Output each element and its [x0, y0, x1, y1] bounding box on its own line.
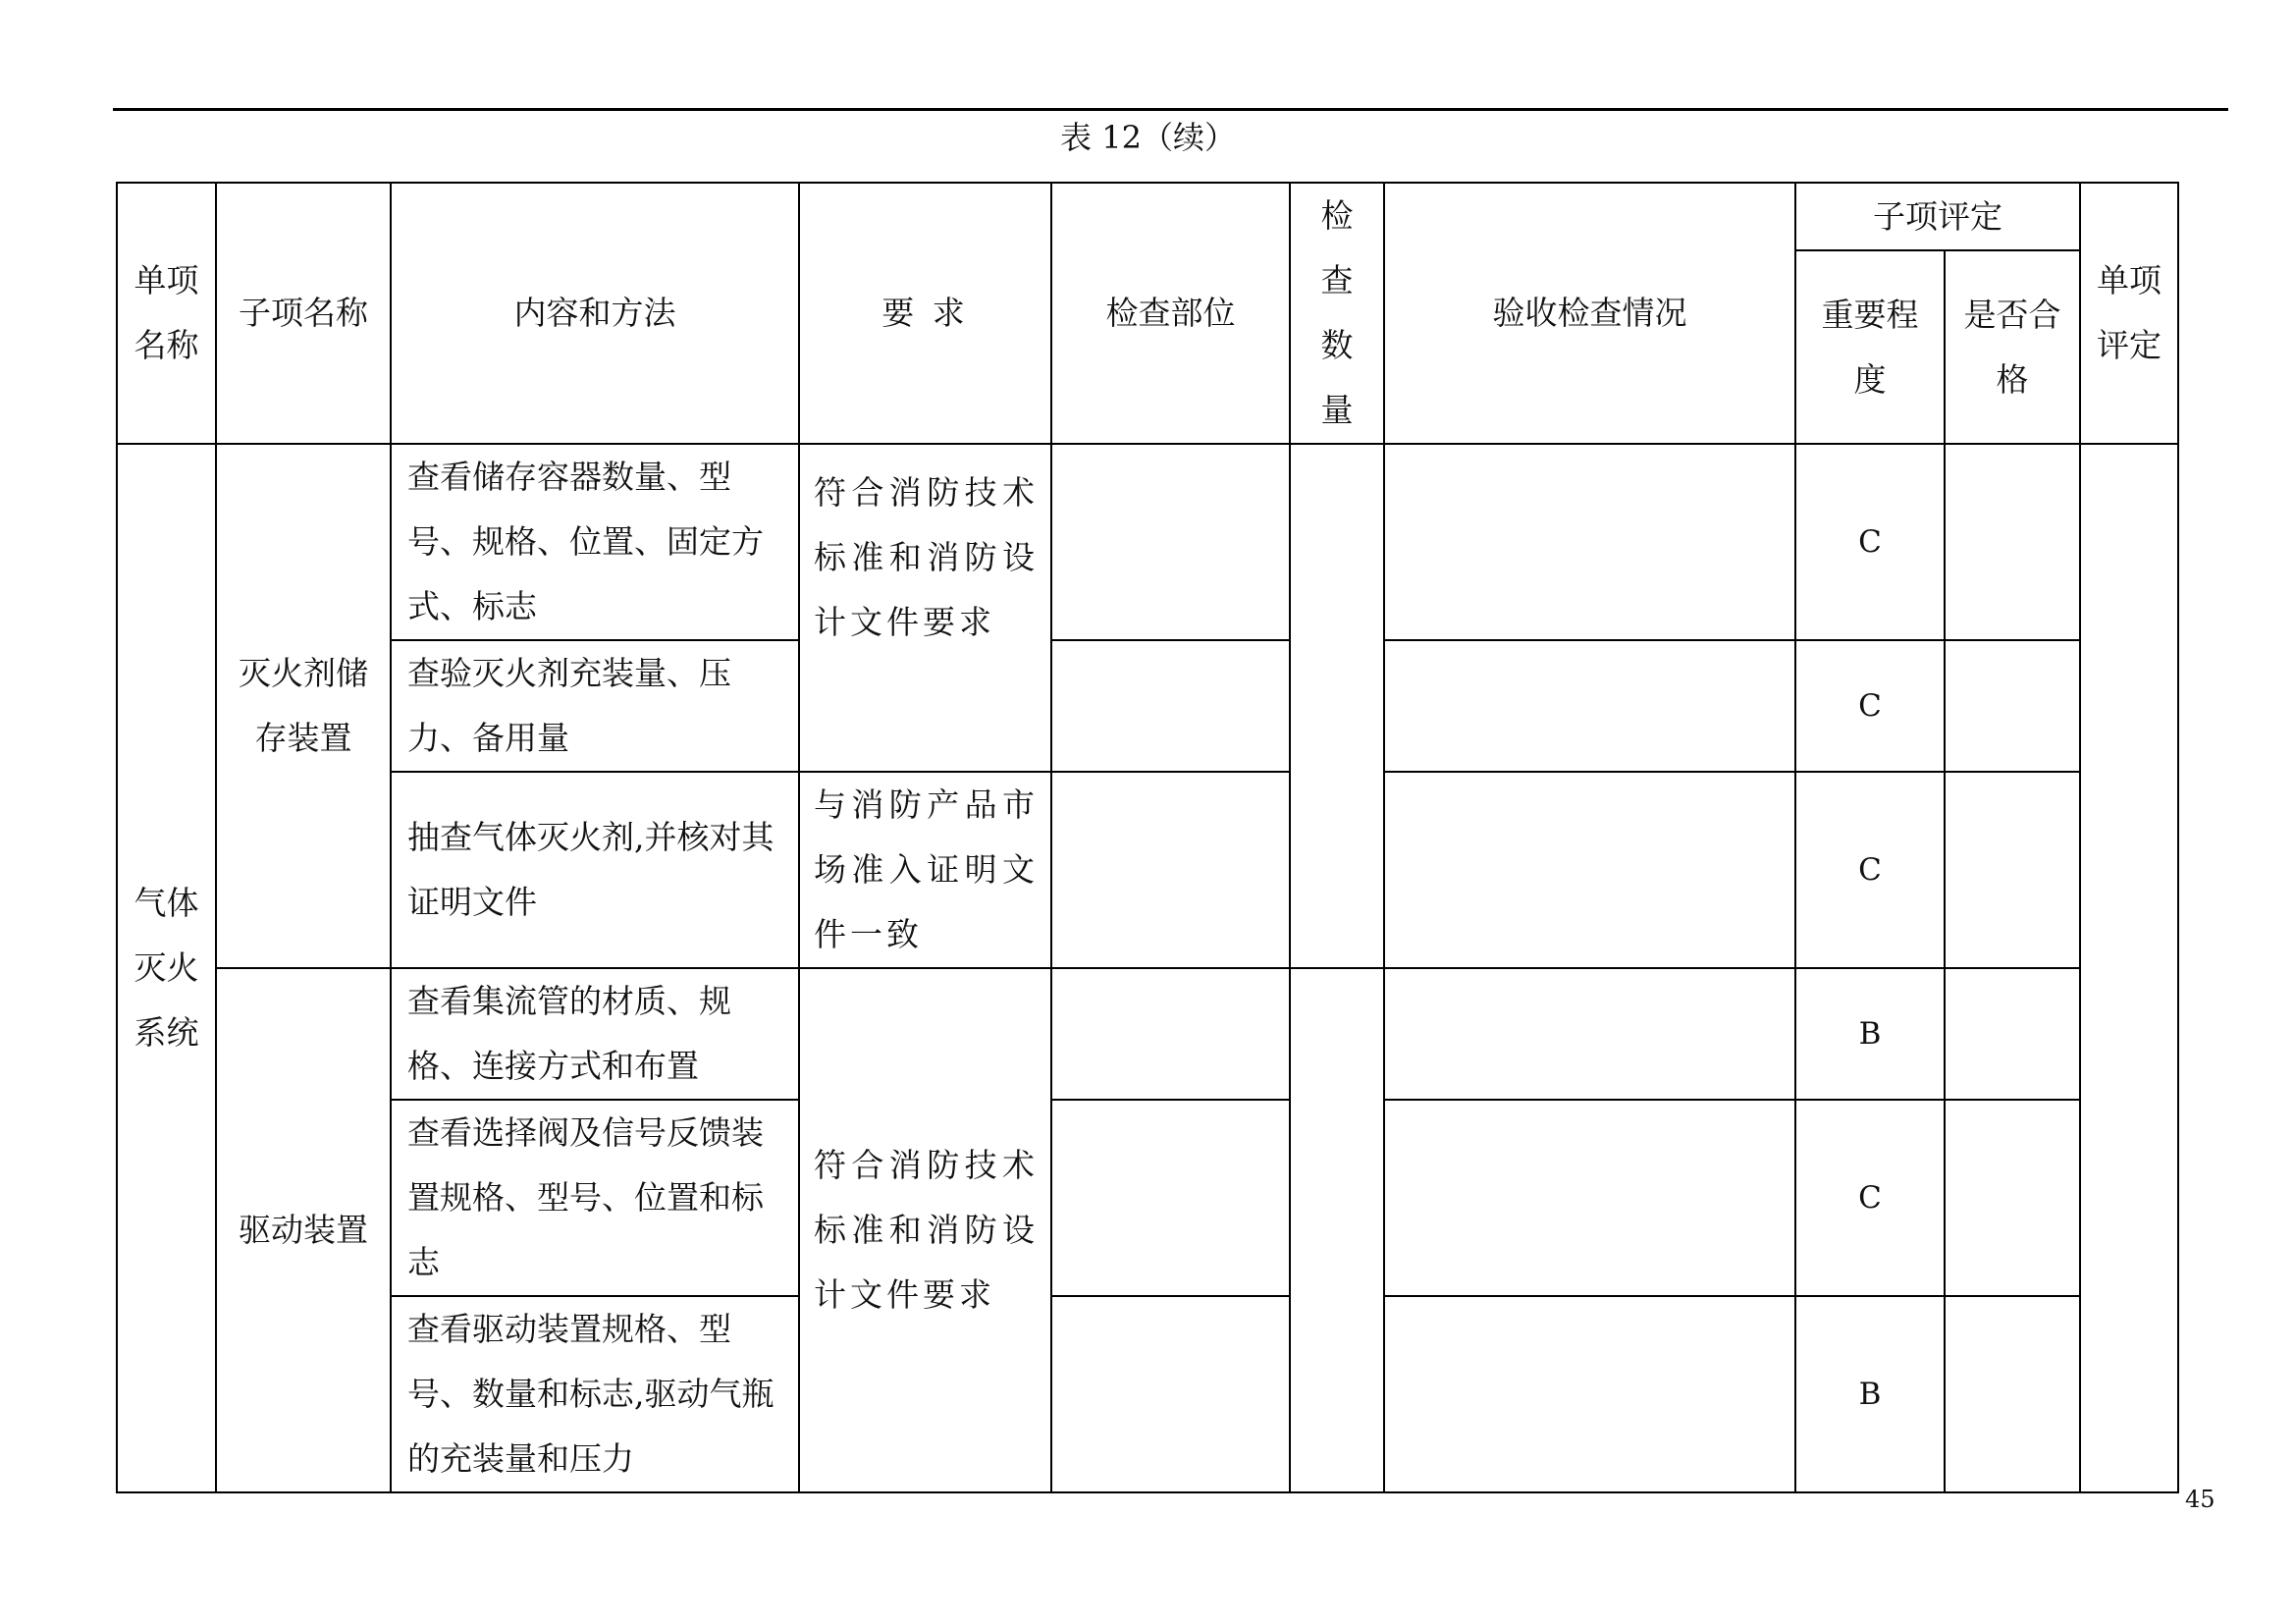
system-name: 气体灭火系统 [133, 884, 199, 1052]
qualified-cell[interactable] [1945, 1100, 2080, 1296]
header-sub-eval: 子项评定 [1795, 183, 2080, 250]
importance-grade: C [1795, 772, 1945, 968]
requirement-cell: 符合消防技术标准和消防设计文件要求 [799, 968, 1051, 1492]
importance-grade: C [1795, 640, 1945, 772]
check-location-cell[interactable] [1051, 1100, 1290, 1296]
header-unit-eval [2080, 183, 2178, 444]
header-check-location: 检查部位 [1051, 183, 1290, 444]
check-location-cell[interactable] [1051, 772, 1290, 968]
check-location-cell[interactable] [1051, 968, 1290, 1100]
group-name-cell [216, 444, 391, 968]
header-unit-name-text: 单项名称 [133, 261, 199, 364]
header-importance [1795, 250, 1945, 444]
qualified-cell[interactable] [1945, 640, 2080, 772]
qualified-cell[interactable] [1945, 444, 2080, 640]
table-caption: 表 12（续） [1060, 119, 1236, 156]
content-cell: 查看储存容器数量、型号、规格、位置、固定方式、标志 [391, 444, 799, 640]
acceptance-status-cell[interactable] [1384, 640, 1795, 772]
acceptance-status-cell[interactable] [1384, 772, 1795, 968]
importance-grade: C [1795, 1100, 1945, 1296]
group-name: 灭火剂储存装置 [239, 654, 368, 757]
inspection-table [116, 182, 2179, 1493]
header-check-quantity [1290, 183, 1384, 444]
requirement-cell: 符合消防技术标准和消防设计文件要求 [799, 444, 1051, 772]
check-location-cell[interactable] [1051, 444, 1290, 640]
header-content-method: 内容和方法 [391, 183, 799, 444]
qualified-cell[interactable] [1945, 1296, 2080, 1492]
page-number: 45 [2185, 1486, 2216, 1513]
top-rule [113, 108, 2228, 111]
system-name-cell [117, 444, 216, 1492]
header-qualified [1945, 250, 2080, 444]
header-sub-name: 子项名称 [216, 183, 391, 444]
importance-grade: C [1795, 444, 1945, 640]
check-location-cell[interactable] [1051, 640, 1290, 772]
qualified-cell[interactable] [1945, 968, 2080, 1100]
acceptance-status-cell[interactable] [1384, 1100, 1795, 1296]
content-cell: 查看集流管的材质、规格、连接方式和布置 [391, 968, 799, 1100]
check-quantity-cell[interactable] [1290, 444, 1384, 968]
header-check-quantity-text: 检查数量 [1320, 196, 1354, 429]
group-name-cell: 驱动装置 [216, 968, 391, 1492]
header-unit-name [117, 183, 216, 444]
acceptance-status-cell[interactable] [1384, 968, 1795, 1100]
unit-eval-cell[interactable] [2080, 444, 2178, 1492]
header-qualified-text: 是否合格 [1963, 295, 2061, 399]
header-unit-eval-text: 单项评定 [2097, 261, 2162, 364]
importance-grade: B [1795, 968, 1945, 1100]
check-quantity-cell[interactable] [1290, 968, 1384, 1492]
acceptance-status-cell[interactable] [1384, 444, 1795, 640]
header-acceptance-status: 验收检查情况 [1384, 183, 1795, 444]
content-cell: 抽查气体灭火剂,并核对其证明文件 [391, 772, 799, 968]
header-requirement: 要 求 [799, 183, 1051, 444]
qualified-cell[interactable] [1945, 772, 2080, 968]
acceptance-status-cell[interactable] [1384, 1296, 1795, 1492]
content-cell: 查看驱动装置规格、型号、数量和标志,驱动气瓶的充装量和压力 [391, 1296, 799, 1492]
content-cell: 查看选择阀及信号反馈装置规格、型号、位置和标志 [391, 1100, 799, 1296]
requirement-cell: 与消防产品市场准入证明文件一致 [799, 772, 1051, 968]
content-cell: 查验灭火剂充装量、压力、备用量 [391, 640, 799, 772]
header-importance-text: 重要程度 [1821, 295, 1919, 399]
importance-grade: B [1795, 1296, 1945, 1492]
check-location-cell[interactable] [1051, 1296, 1290, 1492]
